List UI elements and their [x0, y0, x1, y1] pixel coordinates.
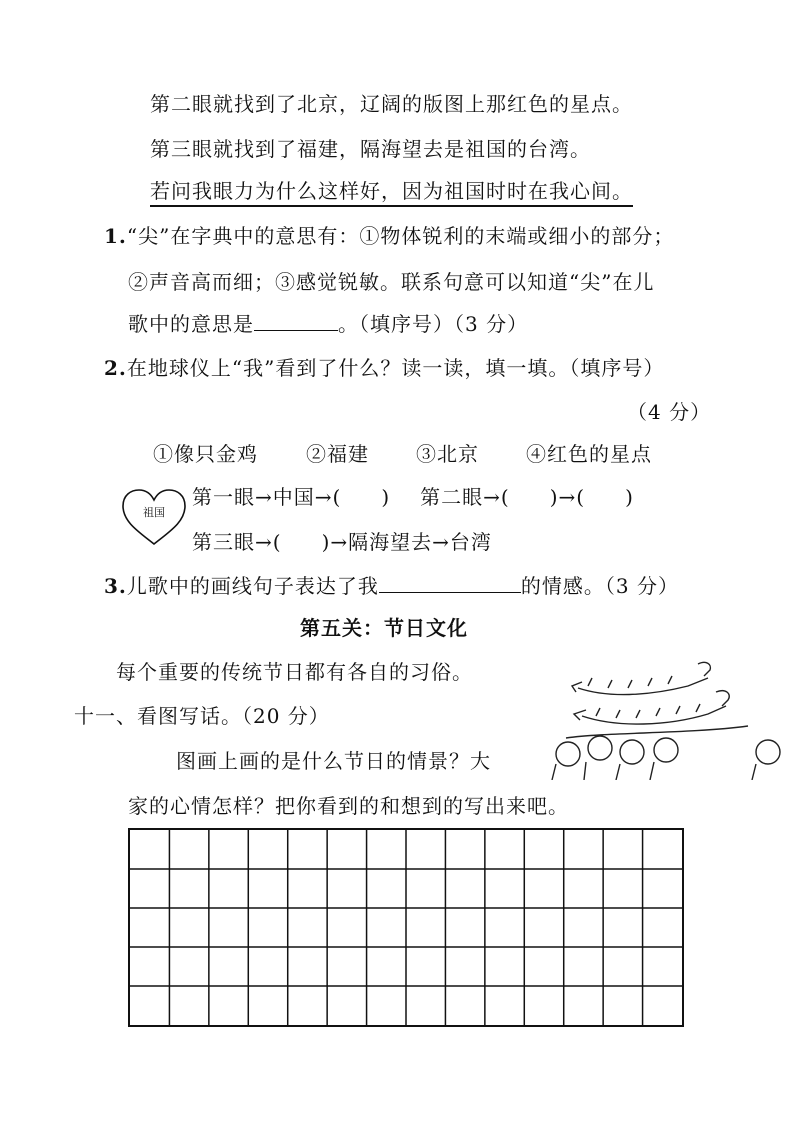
- option-2: ②福建: [306, 442, 369, 466]
- option-4: ④红色的星点: [526, 442, 652, 466]
- question-1-text-a: “尖”在字典中的意思有：①物体锐利的末端或细小的部分；: [126, 224, 675, 248]
- option-3: ③北京: [416, 442, 479, 466]
- question-1-line-c: [128, 308, 528, 337]
- song-line-4-underlined: [150, 175, 633, 204]
- question-3-text-post: 的情感。（3 分）: [520, 574, 679, 598]
- question-1-text-c-pre: 歌中的意思是: [128, 312, 254, 336]
- question-2-score: （4 分）: [627, 400, 712, 424]
- heart-icon: [121, 488, 187, 546]
- question-3-line: [104, 570, 679, 599]
- writing-grid[interactable]: [128, 828, 684, 1027]
- row1-second-glance: 第二眼→(: [420, 485, 510, 509]
- section-5-intro: 每个重要的传统节日都有各自的习俗。: [116, 660, 473, 684]
- row2-tail: )→隔海望去→台湾: [321, 530, 492, 554]
- song-line-2: 第二眼就找到了北京，辽阔的版图上那红色的星点。: [150, 92, 633, 116]
- question-11-heading: 十一、看图写话。（20 分）: [74, 704, 330, 728]
- question-11-prompt-b: 家的心情怎样？把你看到的和想到的写出来吧。: [128, 794, 569, 818]
- row2-third-glance: 第三眼→(: [192, 530, 282, 554]
- question-1-answer-blank[interactable]: [254, 312, 338, 331]
- song-line-3: 第三眼就找到了福建，隔海望去是祖国的台湾。: [150, 137, 591, 161]
- question-1-line-b: ②声音高而细；③感觉锐敏。联系句意可以知道“尖”在儿: [128, 270, 655, 294]
- section-5-title: 第五关：节日文化: [300, 616, 468, 640]
- question-2-line: [104, 352, 664, 381]
- question-3-text-pre: 儿歌中的画线句子表达了我: [126, 574, 379, 598]
- fill-row-2: [192, 526, 492, 555]
- fill-row-1: [192, 481, 634, 510]
- question-1-line-a: [104, 220, 674, 249]
- question-1-number: 1.: [104, 224, 127, 248]
- question-11-prompt-a: 图画上画的是什么节日的情景？大: [176, 749, 491, 773]
- underlined-sentence: 若问我眼力为什么这样好，因为祖国时时在我心间。: [150, 179, 633, 207]
- option-1: ①像只金鸡: [153, 442, 258, 466]
- question-3-number: 3.: [104, 574, 127, 598]
- question-3-answer-blank[interactable]: [379, 574, 521, 593]
- question-2-number: 2.: [104, 356, 127, 380]
- row1-close-2: ): [625, 485, 634, 509]
- row1-first-glance: 第一眼→中国→(: [192, 485, 342, 509]
- question-2-text: 在地球仪上“我”看到了什么？读一读，填一填。（填序号）: [126, 356, 665, 380]
- heart-label: 祖国: [143, 506, 165, 519]
- question-1-text-c-post: 。（填序号）（3 分）: [338, 312, 529, 336]
- writing-grid-lines: [130, 830, 682, 1025]
- dragon-boat-illustration: [548, 656, 782, 780]
- row1-close-1: ): [381, 485, 391, 509]
- row1-arrow: )→(: [549, 485, 586, 509]
